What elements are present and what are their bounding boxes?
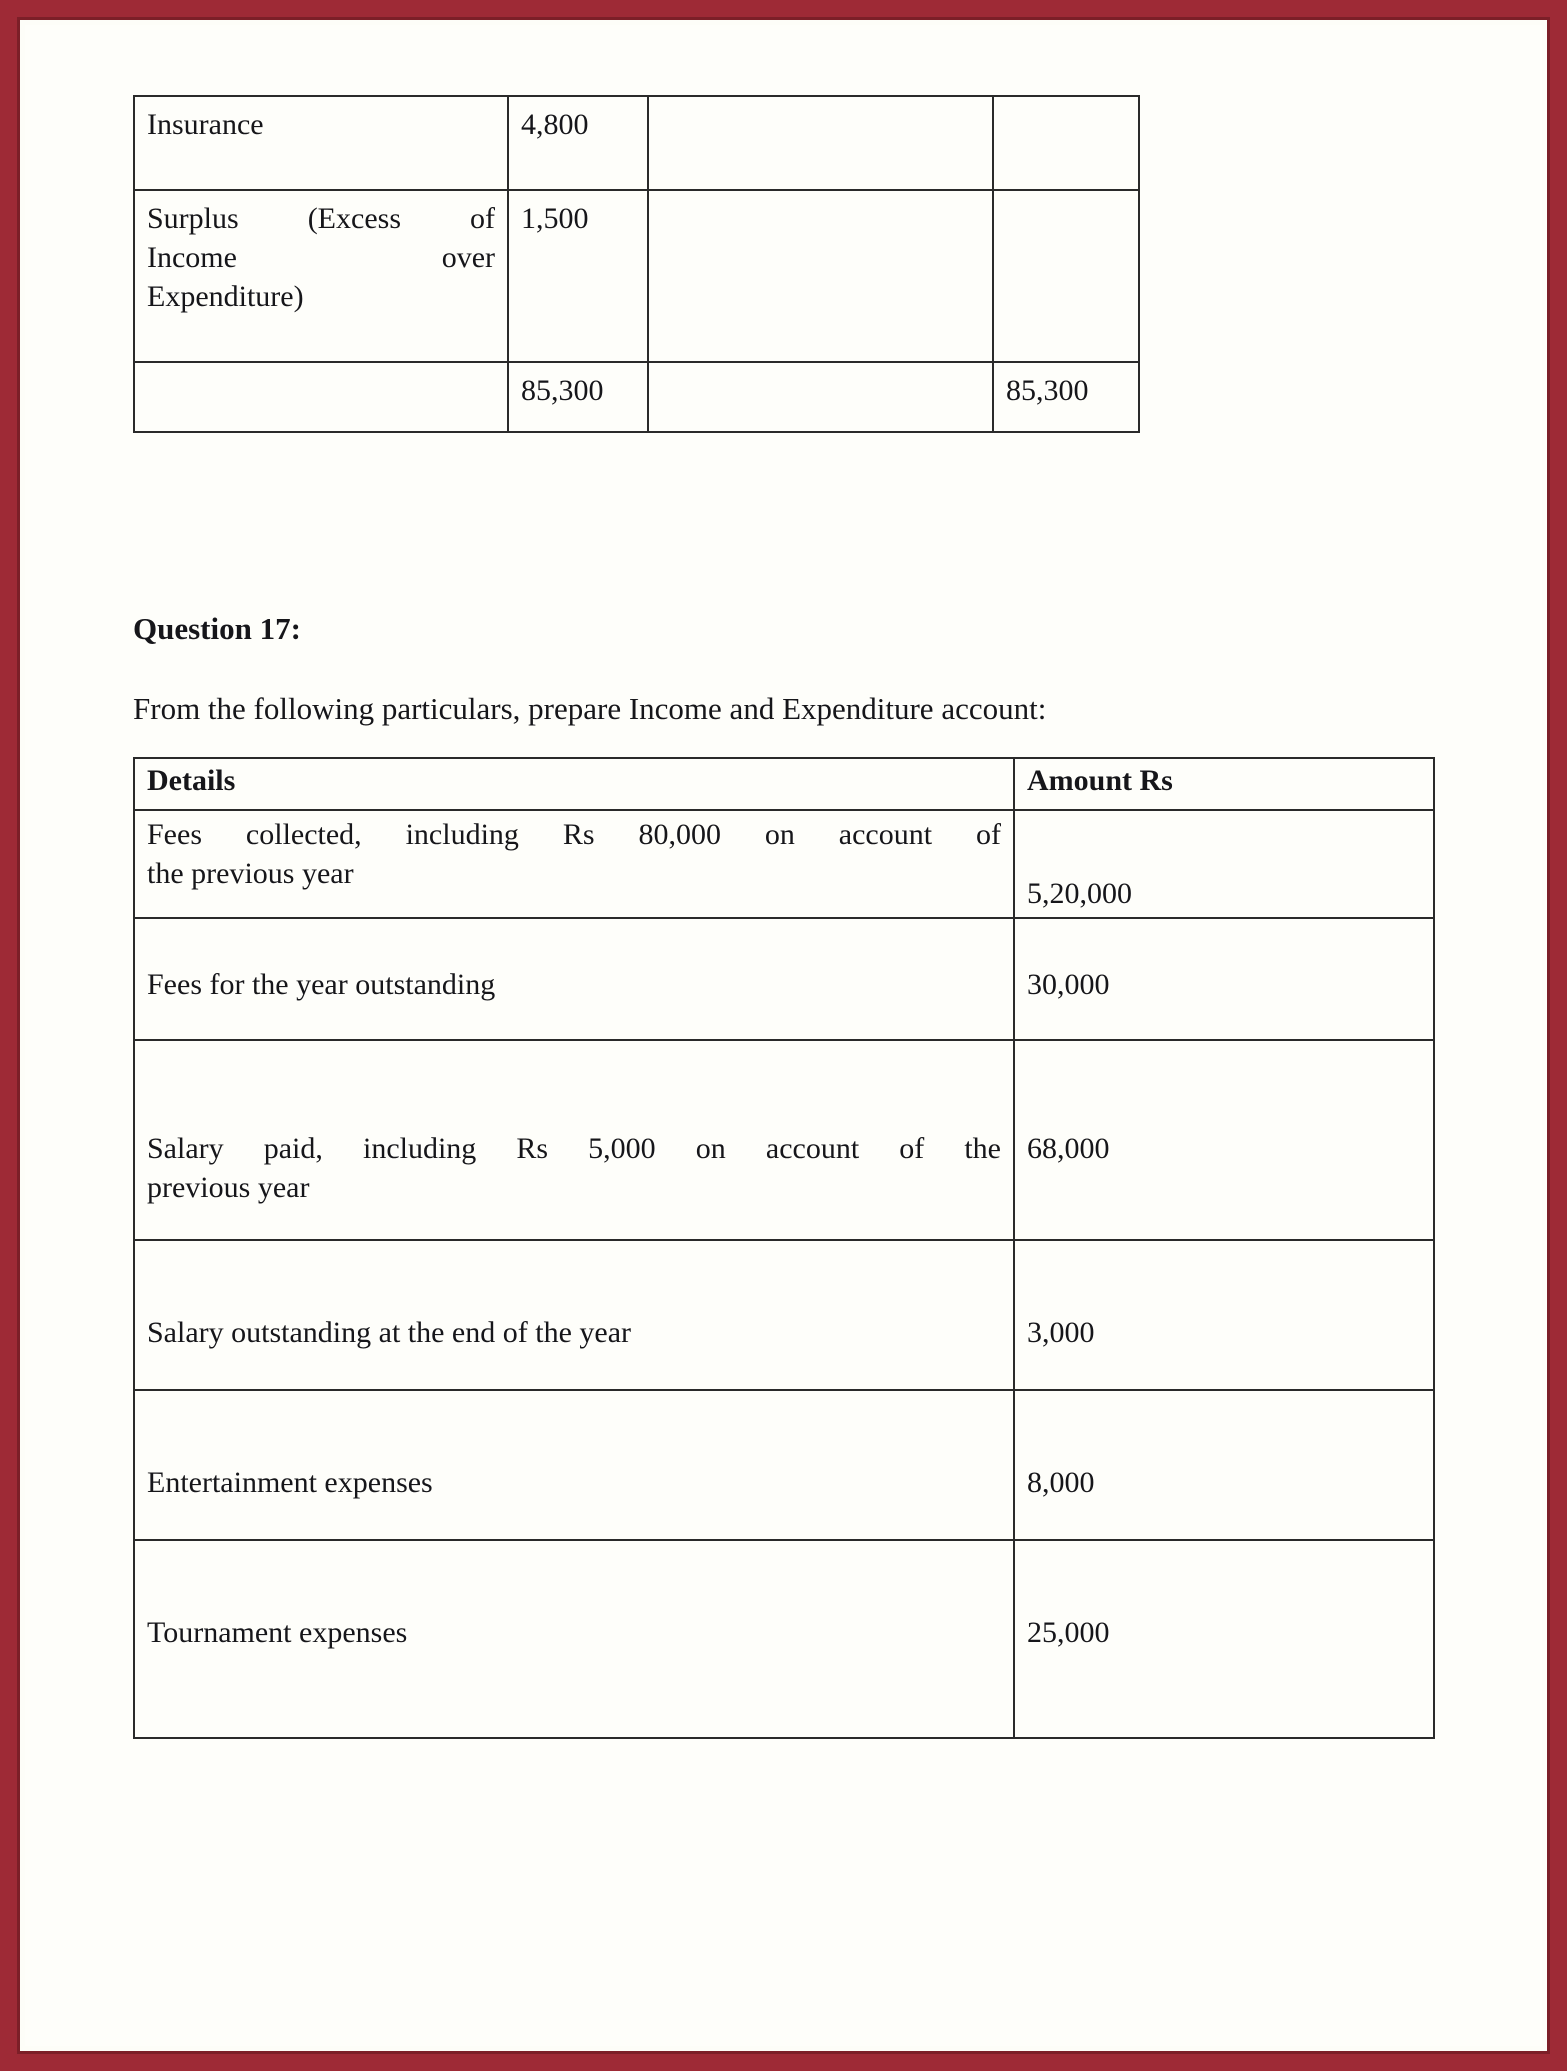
details-cell (134, 1390, 1014, 1540)
particulars-table (133, 757, 1435, 1739)
ledger-right-surplus (993, 190, 1139, 362)
details-cell (134, 1540, 1014, 1738)
ledger-label-surplus (134, 190, 508, 362)
details-line: Entertainment expenses (147, 1466, 433, 1499)
details-line: previous year (147, 1171, 310, 1204)
ledger-middle-insurance (648, 96, 993, 190)
table-row (134, 1390, 1434, 1540)
vertical-spacer (133, 433, 1482, 611)
ledger-middle-total (648, 362, 993, 432)
details-line: the previous year (147, 857, 354, 890)
ledger-label-insurance: Insurance (134, 96, 508, 190)
vertical-spacer (133, 647, 1482, 691)
details-line: Salary outstanding at the end of the year (147, 1316, 632, 1349)
ledger-label-surplus-line3: Expenditure) (147, 280, 304, 313)
ledger-total-right: 85,300 (993, 362, 1139, 432)
page-sheet (25, 25, 1542, 2046)
table-row-total (134, 362, 1139, 432)
ledger-continuation-table (133, 95, 1140, 433)
table-row (134, 190, 1139, 362)
column-header-amount: Amount Rs (1014, 758, 1434, 810)
amount-cell: 30,000 (1014, 918, 1434, 1040)
ledger-total-left: 85,300 (508, 362, 648, 432)
details-line: Fees for the year outstanding (147, 968, 496, 1001)
table-row (134, 918, 1434, 1040)
details-cell (134, 918, 1014, 1040)
ledger-right-insurance (993, 96, 1139, 190)
amount-cell: 25,000 (1014, 1540, 1434, 1738)
details-line: Fees collected, including Rs 80,000 on account of (147, 818, 1001, 851)
column-header-details: Details (134, 758, 1014, 810)
details-cell (134, 1240, 1014, 1390)
amount-cell: 5,20,000 (1014, 810, 1434, 918)
table-row (134, 1040, 1434, 1240)
table-row (134, 96, 1139, 190)
amount-cell: 3,000 (1014, 1240, 1434, 1390)
table-row (134, 1540, 1434, 1738)
page-outer-border (17, 17, 1550, 2054)
details-line: Salary paid, including Rs 5,000 on account of the (147, 1132, 1001, 1165)
page-content (25, 25, 1542, 2046)
question-heading: Question 17: (133, 611, 301, 646)
ledger-amount-surplus: 1,500 (508, 190, 648, 362)
ledger-middle-surplus (648, 190, 993, 362)
table-row (134, 1240, 1434, 1390)
ledger-label-total (134, 362, 508, 432)
amount-cell: 8,000 (1014, 1390, 1434, 1540)
question-intro-text: From the following particulars, prepare Income and Expenditure account: (133, 691, 1047, 726)
table-header-row (134, 758, 1434, 810)
details-cell (134, 810, 1014, 918)
details-cell (134, 1040, 1014, 1240)
ledger-amount-insurance: 4,800 (508, 96, 648, 190)
vertical-spacer (133, 727, 1482, 757)
ledger-label-surplus-line2: Income over (147, 241, 495, 274)
details-line: Tournament expenses (147, 1616, 408, 1649)
table-row (134, 810, 1434, 918)
ledger-label-surplus-line1: Surplus (Excess of (147, 202, 495, 235)
amount-cell: 68,000 (1014, 1040, 1434, 1240)
